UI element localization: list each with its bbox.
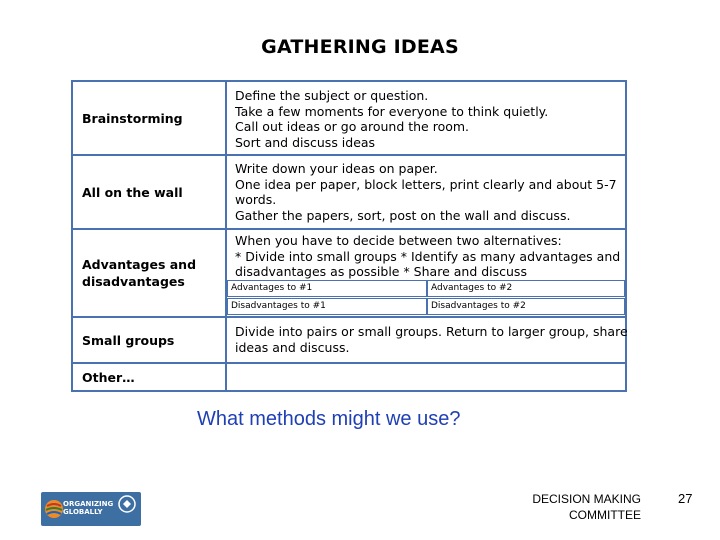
- row-description: [235, 233, 619, 280]
- desc-line: Divide into pairs or small groups. Return to larger group, share: [235, 324, 628, 339]
- slide-title: GATHERING IDEAS: [261, 36, 459, 58]
- desc-line: * Divide into small groups * Identify as many advantages and: [235, 248, 621, 264]
- comparison-grid: [227, 280, 625, 316]
- methods-table: [71, 80, 627, 392]
- logo-line: ORGANIZING: [63, 500, 114, 508]
- table-row: [73, 82, 625, 156]
- advantages-2-cell: Advantages to #2: [427, 280, 625, 297]
- row-label: Small groups: [73, 318, 227, 362]
- desc-line: words.: [235, 192, 277, 207]
- table-row: [73, 364, 625, 390]
- desc-line: One idea per paper, block letters, print clearly and about 5-7: [235, 176, 617, 192]
- desc-line: Define the subject or question.: [235, 88, 429, 103]
- disadvantages-1-cell: Disadvantages to #1: [227, 298, 427, 315]
- table-row: [73, 230, 625, 318]
- logo-line: GLOBALLY: [63, 508, 103, 516]
- row-label: All on the wall: [73, 156, 227, 228]
- desc-line: Sort and discuss ideas: [235, 134, 376, 150]
- desc-line: disadvantages as possible * Share and discuss: [235, 264, 527, 279]
- table-row: [73, 318, 628, 364]
- footer-line: COMMITTEE: [569, 508, 641, 522]
- desc-line: When you have to decide between two alternatives:: [235, 233, 562, 248]
- discussion-question: What methods might we use?: [197, 408, 461, 430]
- row-label: Brainstorming: [73, 82, 227, 154]
- row-description: [235, 88, 619, 150]
- row-label: Other…: [73, 364, 227, 390]
- row-description: [235, 161, 619, 223]
- desc-line: Write down your ideas on paper.: [235, 161, 438, 176]
- page-number: 27: [678, 491, 693, 506]
- table-row: [73, 156, 625, 230]
- desc-line: Call out ideas or go around the room.: [235, 119, 470, 134]
- desc-line: ideas and discuss.: [235, 339, 350, 355]
- desc-line: Gather the papers, sort, post on the wall and discuss.: [235, 207, 571, 223]
- footer-line: DECISION MAKING: [532, 492, 641, 506]
- disadvantages-2-cell: Disadvantages to #2: [427, 298, 625, 315]
- label-line: Advantages and: [82, 257, 197, 272]
- row-label: [73, 230, 227, 316]
- organizing-globally-logo: [41, 492, 141, 526]
- footer-text: [500, 491, 641, 523]
- label-line: disadvantages: [82, 274, 185, 289]
- row-description: [235, 324, 628, 355]
- desc-line: Take a few moments for everyone to think quietly.: [235, 103, 549, 119]
- advantages-1-cell: Advantages to #1: [227, 280, 427, 297]
